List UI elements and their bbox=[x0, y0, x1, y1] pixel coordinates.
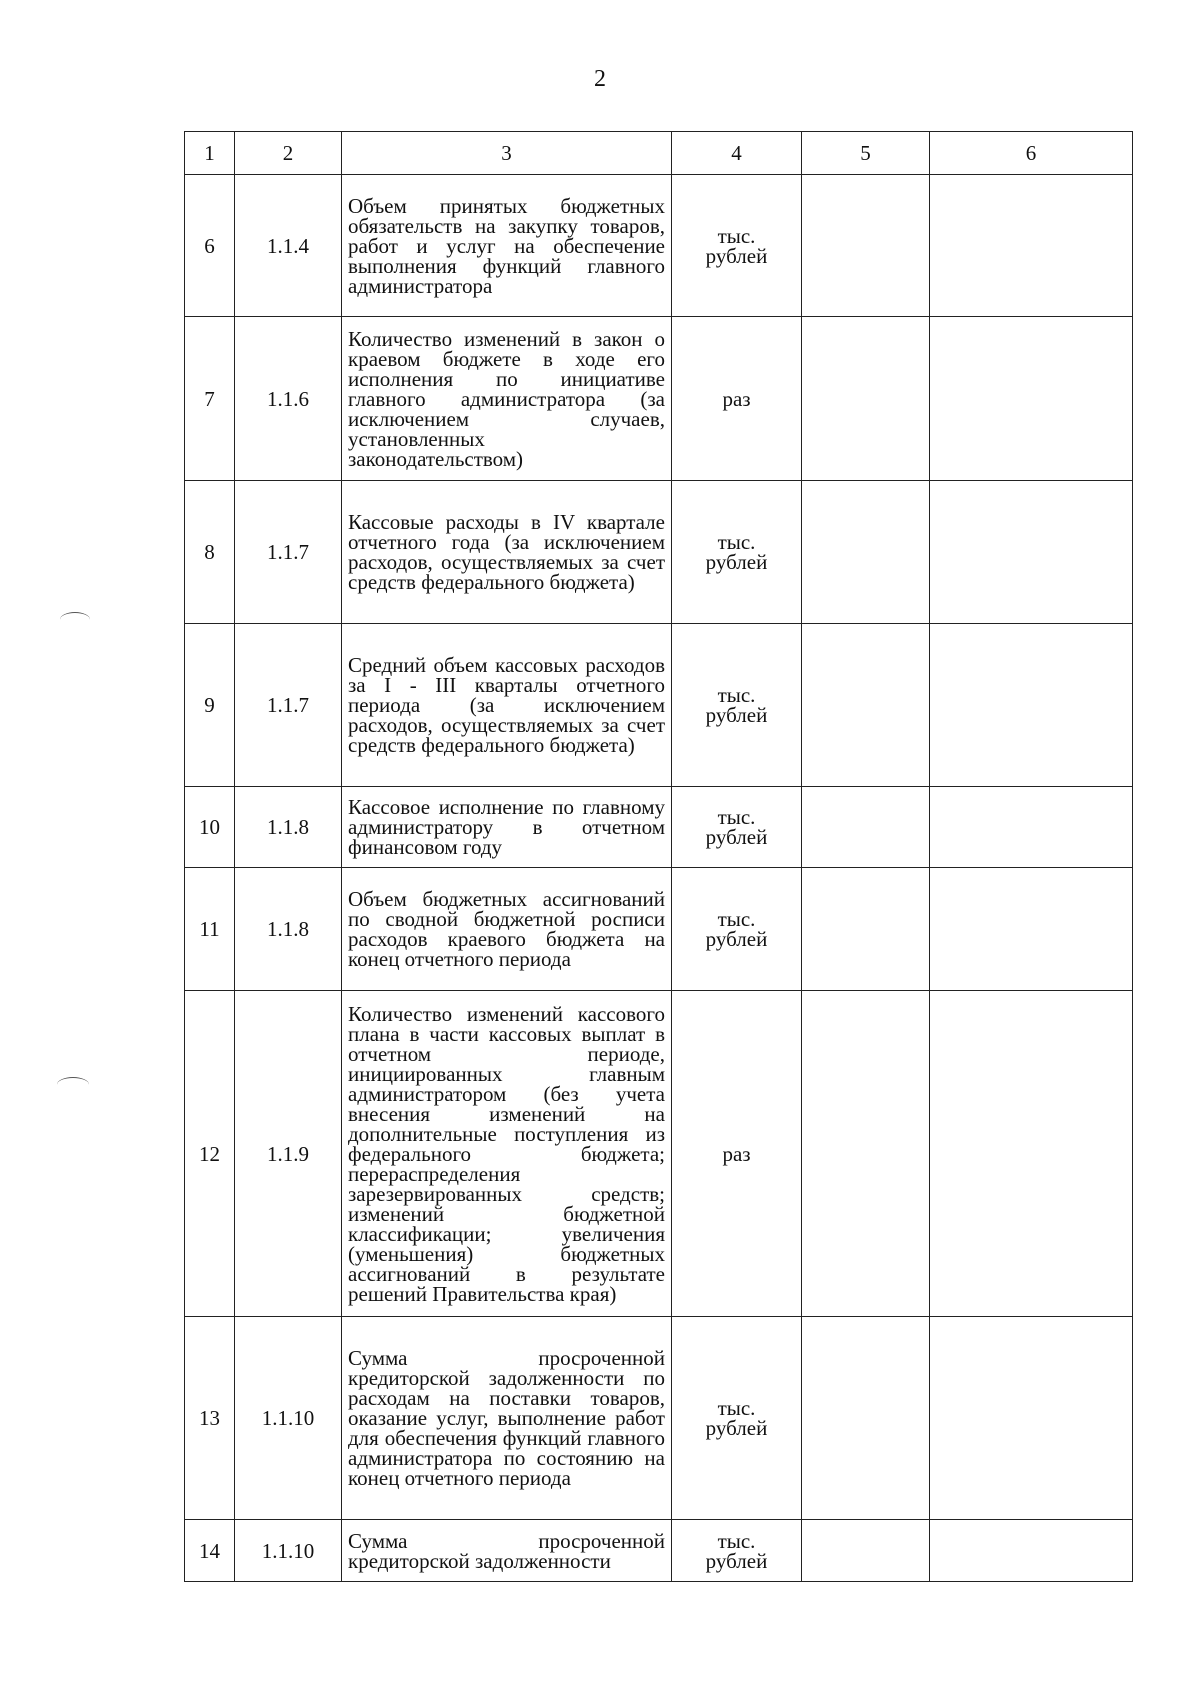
value-cell bbox=[802, 481, 930, 624]
value-cell bbox=[802, 787, 930, 868]
value-cell bbox=[802, 868, 930, 991]
indicator-code: 1.1.6 bbox=[235, 317, 342, 481]
unit-line: тыс. bbox=[717, 683, 756, 707]
indicator-description: Кассовые расходы в IV квартале отчетного года (за исключением расходов, осуществляемых за счет средств федерального бюджета) bbox=[342, 481, 672, 624]
indicator-description: Количество изменений кассового плана в части кассовых выплат в отчетном периоде, инициированных главным администратором (без учета внесения изменений на дополнительные поступления из федерального бюджета; перераспределения зарезервированных средств; изменений бюджетной классификации; увеличения (уменьшения) бюджетных ассигнований в результате решений Правительства края) bbox=[342, 991, 672, 1317]
row-number: 6 bbox=[185, 175, 235, 317]
indicator-description: Сумма просроченной кредиторской задолженности по расходам на поставки товаров, оказание услуг, выполнение работ для обеспечения функций главного администратора по состоянию на конец отчетного периода bbox=[342, 1317, 672, 1520]
value-cell bbox=[930, 1520, 1133, 1582]
column-header: 6 bbox=[930, 132, 1133, 175]
indicator-description: Объем принятых бюджетных обязательств на закупку товаров, работ и услуг на обеспечение выполнения функций главного администратора bbox=[342, 175, 672, 317]
unit-line: тыс. bbox=[717, 223, 756, 248]
unit-line: тыс. bbox=[717, 907, 756, 931]
row-number: 7 bbox=[185, 317, 235, 481]
unit-line: тыс. bbox=[717, 1528, 756, 1553]
indicator-description: Количество изменений в закон о краевом бюджете в ходе его исполнения по инициативе главного администратора (за исключением случаев, установленных законодательством) bbox=[342, 317, 672, 481]
value-cell bbox=[802, 1317, 930, 1520]
row-number: 12 bbox=[185, 991, 235, 1317]
unit-line: тыс. bbox=[717, 805, 756, 829]
unit-cell bbox=[672, 624, 802, 787]
indicator-code: 1.1.8 bbox=[235, 787, 342, 868]
unit-line: раз bbox=[722, 1141, 751, 1166]
table-row bbox=[185, 991, 1133, 1317]
unit-cell bbox=[672, 175, 802, 317]
table-header-row bbox=[185, 132, 1133, 175]
value-cell bbox=[930, 481, 1133, 624]
column-header: 5 bbox=[802, 132, 930, 175]
indicator-code: 1.1.4 bbox=[235, 175, 342, 317]
value-cell bbox=[930, 317, 1133, 481]
table-row bbox=[185, 1317, 1133, 1520]
row-number: 13 bbox=[185, 1317, 235, 1520]
value-cell bbox=[930, 868, 1133, 991]
indicator-code: 1.1.7 bbox=[235, 624, 342, 787]
table-row bbox=[185, 624, 1133, 787]
table-row bbox=[185, 1520, 1133, 1582]
row-number: 8 bbox=[185, 481, 235, 624]
table-row bbox=[185, 175, 1133, 317]
unit-cell bbox=[672, 991, 802, 1317]
unit-line: рублей bbox=[705, 1548, 768, 1573]
unit-line: рублей bbox=[705, 243, 768, 268]
unit-cell bbox=[672, 868, 802, 991]
value-cell bbox=[802, 991, 930, 1317]
unit-cell bbox=[672, 1317, 802, 1520]
column-header: 2 bbox=[235, 132, 342, 175]
table-row bbox=[185, 481, 1133, 624]
unit-cell bbox=[672, 1520, 802, 1582]
unit-line: рублей bbox=[705, 825, 768, 849]
value-cell bbox=[930, 991, 1133, 1317]
value-cell bbox=[930, 787, 1133, 868]
unit-line: рублей bbox=[705, 1416, 768, 1440]
unit-line: раз bbox=[722, 386, 751, 411]
row-number: 10 bbox=[185, 787, 235, 868]
page-number: 2 bbox=[594, 66, 606, 92]
indicator-description: Объем бюджетных ассигнований по сводной бюджетной росписи расходов краевого бюджета на конец отчетного периода bbox=[342, 868, 672, 991]
unit-line: тыс. bbox=[717, 1396, 756, 1420]
indicator-code: 1.1.10 bbox=[235, 1317, 342, 1520]
unit-cell bbox=[672, 481, 802, 624]
column-header: 4 bbox=[672, 132, 802, 175]
column-header: 1 bbox=[185, 132, 235, 175]
row-number: 9 bbox=[185, 624, 235, 787]
indicator-description: Сумма просроченной кредиторской задолженности bbox=[342, 1520, 672, 1582]
unit-line: рублей bbox=[705, 703, 768, 727]
column-header: 3 bbox=[342, 132, 672, 175]
indicator-description: Кассовое исполнение по главному администратору в отчетном финансовом году bbox=[342, 787, 672, 868]
row-number: 14 bbox=[185, 1520, 235, 1582]
scan-mark bbox=[60, 612, 90, 627]
value-cell bbox=[802, 317, 930, 481]
table-row bbox=[185, 787, 1133, 868]
unit-cell bbox=[672, 787, 802, 868]
value-cell bbox=[930, 624, 1133, 787]
scan-mark bbox=[57, 1077, 89, 1092]
unit-line: тыс. bbox=[717, 530, 756, 554]
value-cell bbox=[802, 624, 930, 787]
table-row bbox=[185, 868, 1133, 991]
unit-cell bbox=[672, 317, 802, 481]
value-cell bbox=[802, 1520, 930, 1582]
indicator-code: 1.1.7 bbox=[235, 481, 342, 624]
row-number: 11 bbox=[185, 868, 235, 991]
value-cell bbox=[802, 175, 930, 317]
value-cell bbox=[930, 1317, 1133, 1520]
unit-line: рублей bbox=[705, 550, 768, 574]
value-cell bbox=[930, 175, 1133, 317]
table-row bbox=[185, 317, 1133, 481]
indicator-code: 1.1.9 bbox=[235, 991, 342, 1317]
unit-line: рублей bbox=[705, 927, 768, 951]
indicators-table bbox=[184, 131, 1133, 1582]
indicator-code: 1.1.8 bbox=[235, 868, 342, 991]
indicator-code: 1.1.10 bbox=[235, 1520, 342, 1582]
indicator-description: Средний объем кассовых расходов за I - III кварталы отчетного периода (за исключением расходов, осуществляемых за счет средств федерального бюджета) bbox=[342, 624, 672, 787]
